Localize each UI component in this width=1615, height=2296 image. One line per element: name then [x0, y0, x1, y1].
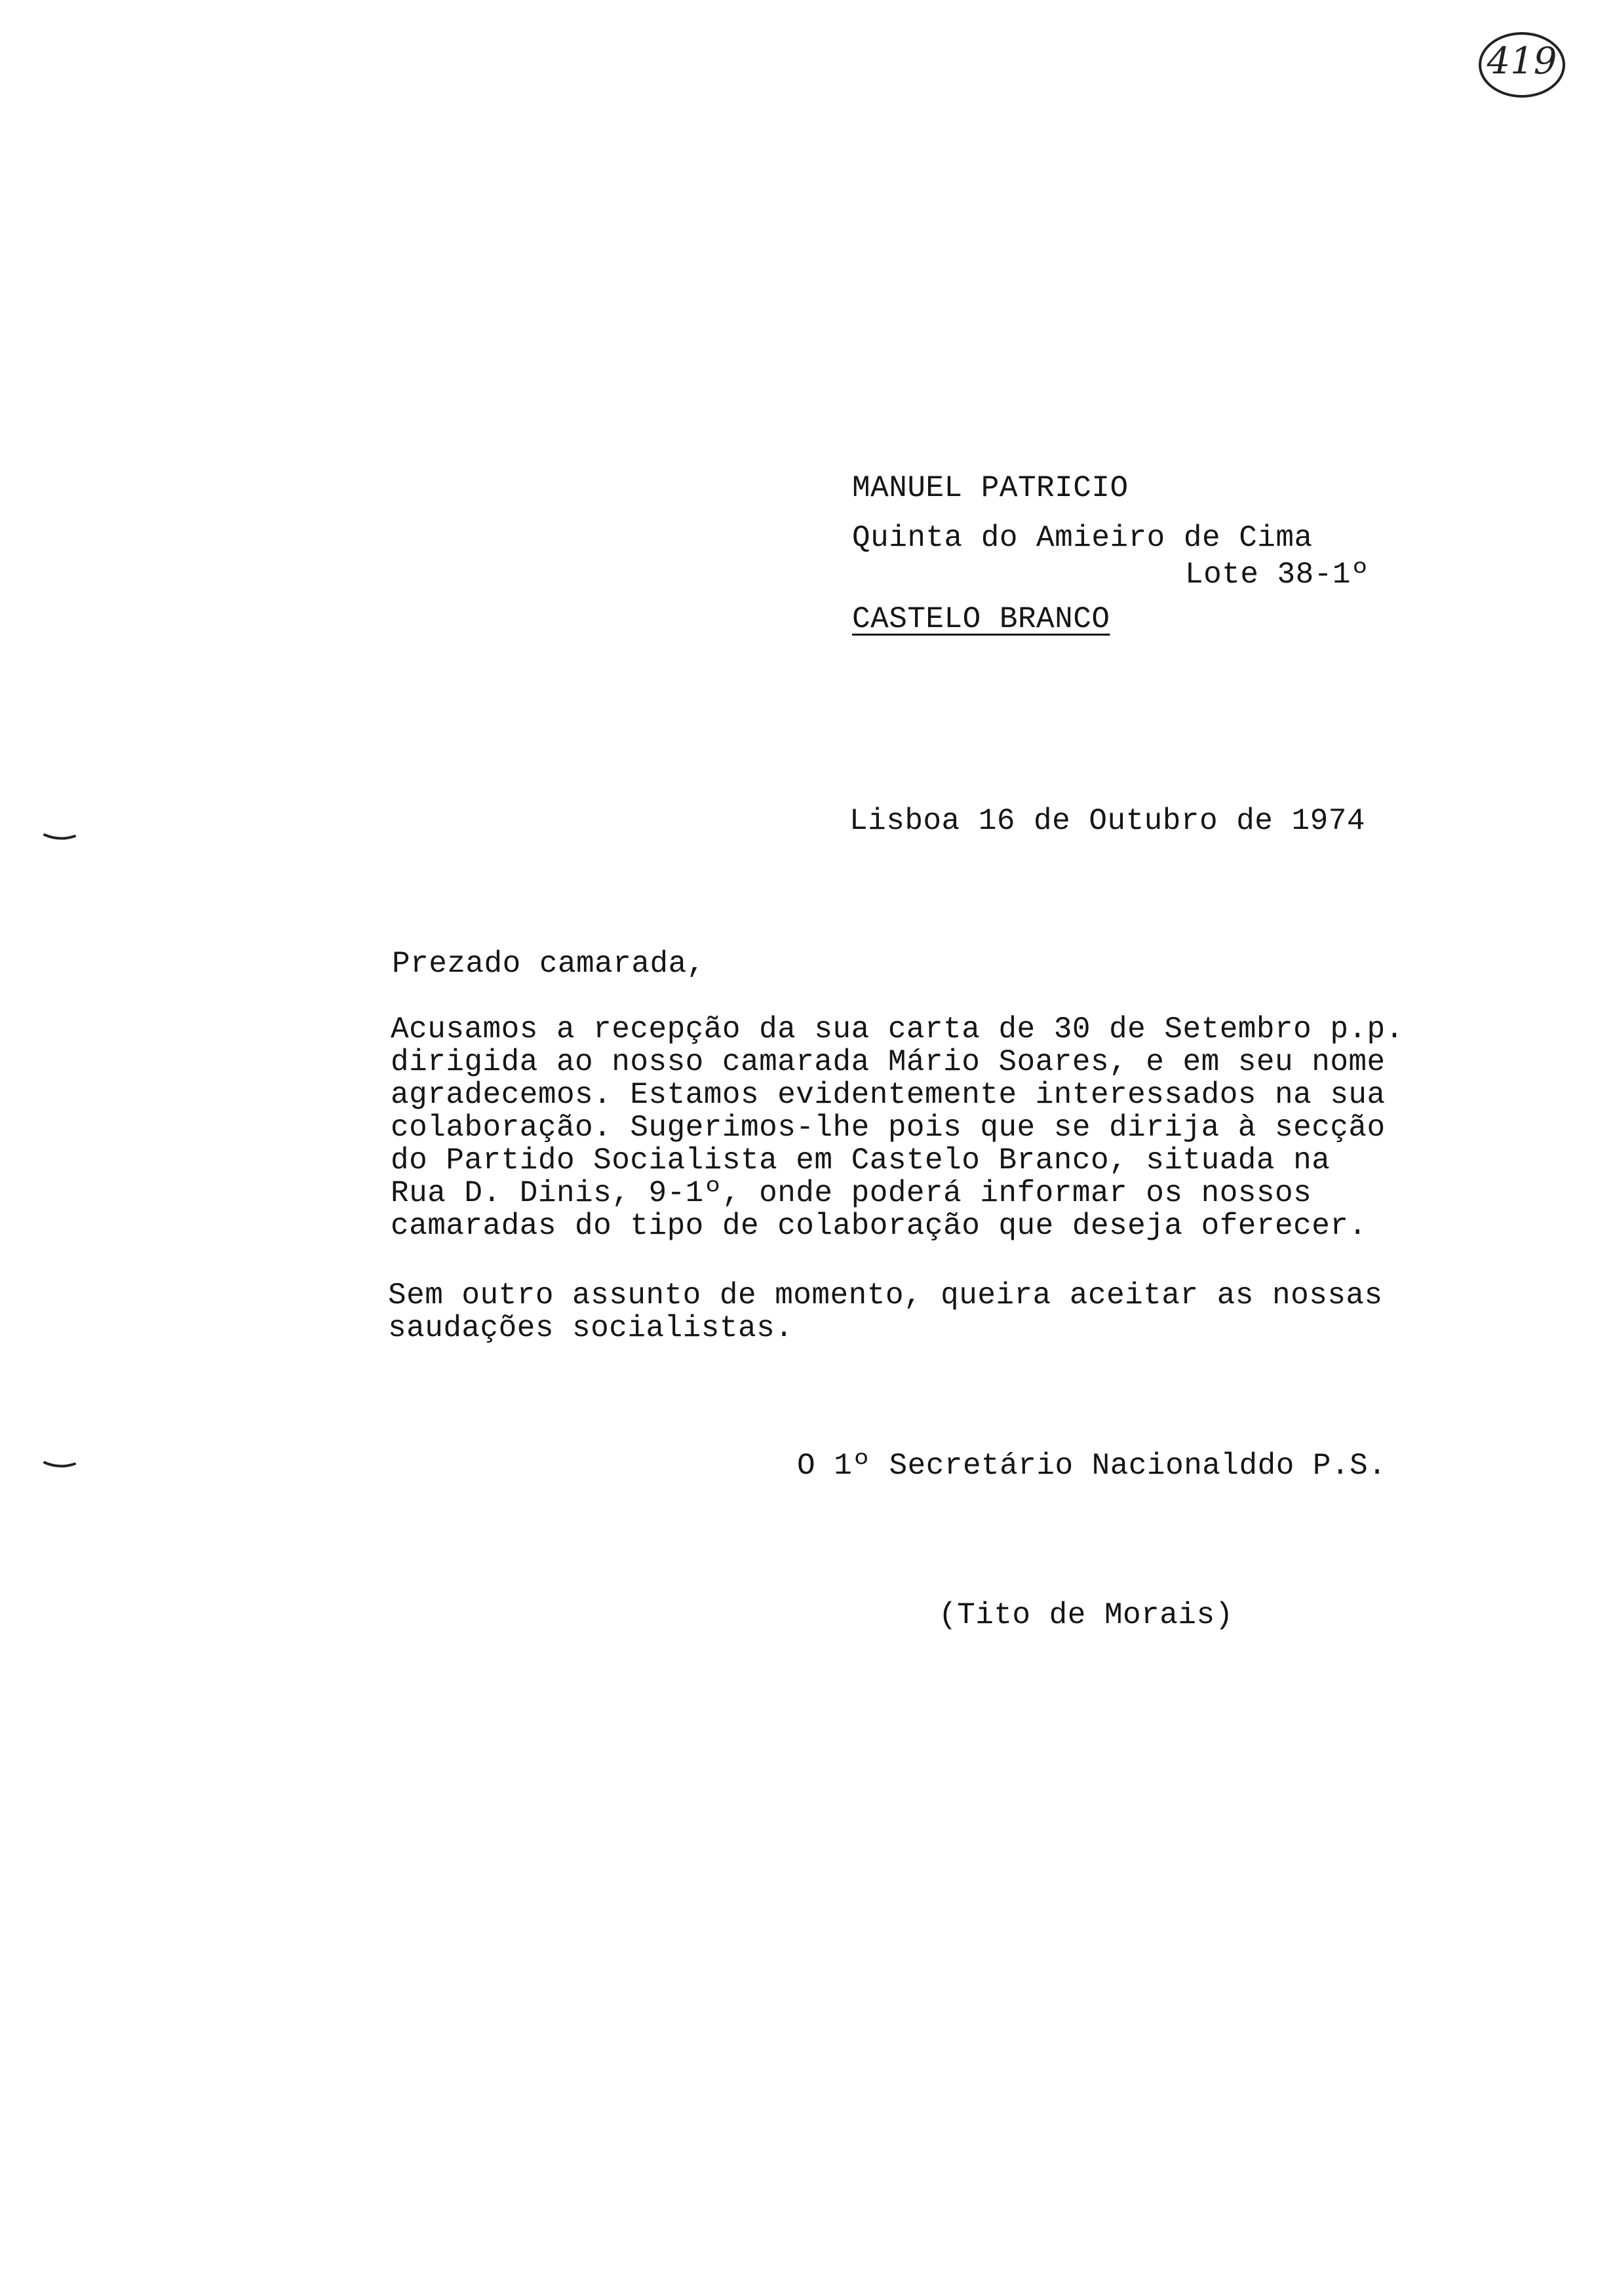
punch-hole-mark-icon [43, 832, 76, 841]
body-line: Sem outro assunto de momento, queira aceitar as nossas [388, 1278, 1383, 1312]
body-line: agradecemos. Estamos evidentemente interessados na sua [391, 1078, 1386, 1112]
punch-hole-mark-icon [43, 1460, 76, 1469]
recipient-city: CASTELO BRANCO [852, 602, 1110, 636]
signature-title: O 1º Secretário Nacionalddo P.S. [797, 1449, 1387, 1483]
body-line: Acusamos a recepção da sua carta de 30 de Setembro p.p. [391, 1012, 1404, 1046]
body-line: dirigida ao nosso camarada Mário Soares, e em seu nome [391, 1045, 1386, 1079]
page-number-text: 419 [1487, 40, 1557, 83]
body-paragraph-1 [391, 1013, 1518, 1242]
body-line: Rua D. Dinis, 9-1º, onde poderá informar os nossos [391, 1176, 1312, 1210]
body-line: colaboração. Sugerimos-lhe pois que se dirija à secção [391, 1111, 1386, 1145]
recipient-address-line-1: Quinta do Amieiro de Cima [852, 521, 1313, 555]
date-line: Lisboa 16 de Outubro de 1974 [849, 804, 1365, 838]
body-paragraph-2 [388, 1279, 1515, 1345]
page-number-stamp [1476, 29, 1568, 101]
body-line: saudações socialistas. [388, 1311, 794, 1345]
recipient-address-line-2: Lote 38-1º [1185, 558, 1370, 592]
recipient-name: MANUEL PATRICIO [852, 471, 1129, 505]
body-line: do Partido Socialista em Castelo Branco, situada na [391, 1143, 1331, 1177]
salutation: Prezado camarada, [392, 947, 705, 981]
signature-name: (Tito de Morais) [939, 1598, 1234, 1632]
body-line: camaradas do tipo de colaboração que deseja oferecer. [391, 1209, 1367, 1243]
